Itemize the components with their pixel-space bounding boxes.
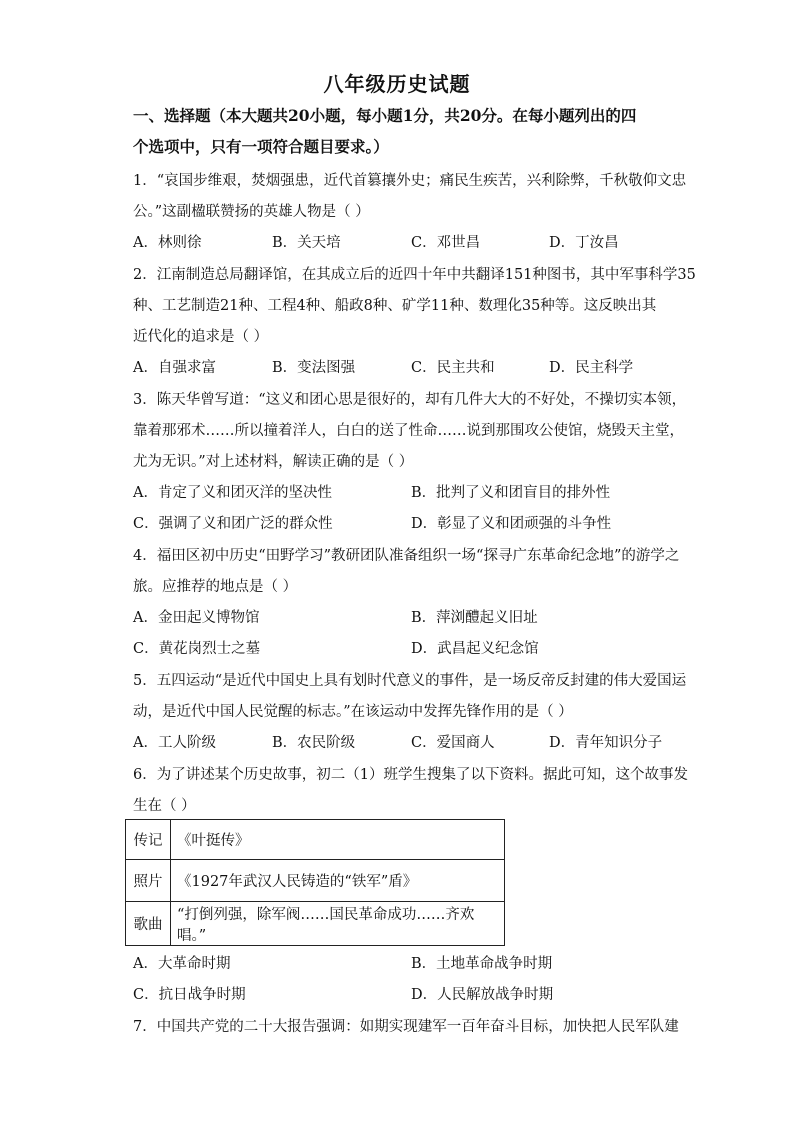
q3-option-d[interactable]: D．彰显了义和团顽强的斗争性 bbox=[411, 516, 612, 532]
q6-option-d[interactable]: D．人民解放战争时期 bbox=[411, 987, 554, 1003]
table-key-cell: 照片 bbox=[126, 860, 171, 902]
q3-option-c[interactable]: C．强调了义和团广泛的群众性 bbox=[133, 516, 333, 532]
q5-stem-line-2: 动，是近代中国人民觉醒的标志。”在该运动中发挥先锋作用的是（ ） bbox=[133, 704, 573, 720]
q3-stem-line-3: 尤为无识。”对上述材料，解读正确的是（ ） bbox=[133, 454, 414, 470]
q5-option-c[interactable]: C．爱国商人 bbox=[411, 735, 495, 751]
q3-stem-line-1: 3．陈天华曾写道：“这义和团心思是很好的，却有几件大大的不好处，不操切实本领， bbox=[133, 392, 687, 408]
q5-option-a[interactable]: A．工人阶级 bbox=[133, 735, 216, 751]
q5-stem-line-1: 5．五四运动“是近代中国史上具有划时代意义的事件，是一场反帝反封建的伟大爱国运 bbox=[133, 673, 687, 689]
table-key-cell: 歌曲 bbox=[126, 902, 171, 946]
q1-stem-line-1: 1．“哀国步维艰，焚烟强患，近代首篡攘外史；痛民生疾苦，兴利除弊，千秋敬仰文忠 bbox=[133, 173, 687, 189]
q2-option-a[interactable]: A．自强求富 bbox=[133, 360, 216, 376]
q5-option-b[interactable]: B．农民阶级 bbox=[272, 735, 356, 751]
section-heading-line-1: 一、选择题（本大题共20小题，每小题1分，共20分。在每小题列出的四 bbox=[133, 106, 637, 125]
table-value-cell: “打倒列强，除军阀……国民革命成功……齐欢唱。” bbox=[171, 902, 505, 946]
q1-option-a[interactable]: A．林则徐 bbox=[133, 235, 202, 251]
q7-stem-line-1: 7．中国共产党的二十大报告强调：如期实现建军一百年奋斗目标，加快把人民军队建 bbox=[133, 1019, 679, 1035]
table-row bbox=[126, 820, 505, 860]
q4-option-a[interactable]: A．金田起义博物馆 bbox=[133, 610, 260, 626]
q6-stem-line-2: 生在（ ） bbox=[133, 798, 196, 814]
table-key-cell: 传记 bbox=[126, 820, 171, 860]
q3-option-a[interactable]: A．肯定了义和团灭洋的坚决性 bbox=[133, 485, 332, 501]
q6-option-a[interactable]: A．大革命时期 bbox=[133, 956, 231, 972]
q6-option-c[interactable]: C．抗日战争时期 bbox=[133, 987, 246, 1003]
q3-option-b[interactable]: B．批判了义和团盲目的排外性 bbox=[411, 485, 611, 501]
q6-option-b[interactable]: B．土地革命战争时期 bbox=[411, 956, 553, 972]
table-row bbox=[126, 860, 505, 902]
q4-stem-line-1: 4．福田区初中历史“田野学习”教研团队准备组织一场“探寻广东革命纪念地”的游学之 bbox=[133, 548, 680, 564]
q1-option-d[interactable]: D．丁汝昌 bbox=[549, 235, 619, 251]
q2-stem-line-1: 2．江南制造总局翻译馆，在其成立后的近四十年中共翻译151种图书，其中军事科学35 bbox=[133, 267, 696, 283]
q4-stem-line-2: 旅。应推荐的地点是（ ） bbox=[133, 579, 298, 595]
section-heading-line-2: 个选项中，只有一项符合题目要求。） bbox=[133, 137, 389, 156]
q1-option-b[interactable]: B．关天培 bbox=[272, 235, 341, 251]
q2-option-d[interactable]: D．民主科学 bbox=[549, 360, 634, 376]
q6-stem-line-1: 6．为了讲述某个历史故事，初二（1）班学生搜集了以下资料。据此可知，这个故事发 bbox=[133, 767, 688, 783]
table-row bbox=[126, 902, 505, 946]
q2-stem-line-2: 种、工艺制造21种、工程4种、船政8种、矿学11种、数理化35种等。这反映出其 bbox=[133, 298, 657, 314]
q2-option-b[interactable]: B．变法图强 bbox=[272, 360, 356, 376]
q2-option-c[interactable]: C．民主共和 bbox=[411, 360, 495, 376]
q1-stem-line-2: 公。”这副楹联赞扬的英雄人物是（ ） bbox=[133, 204, 370, 220]
q4-option-b[interactable]: B．萍浏醴起义旧址 bbox=[411, 610, 538, 626]
q3-stem-line-2: 靠着那邪术……所以撞着洋人，白白的送了性命……说到那围攻公使馆，烧毁天主堂， bbox=[133, 423, 684, 439]
page-title: 八年级历史试题 bbox=[323, 72, 471, 96]
q5-option-d[interactable]: D．青年知识分子 bbox=[549, 735, 663, 751]
q2-stem-line-3: 近代化的追求是（ ） bbox=[133, 329, 269, 345]
q1-option-c[interactable]: C．邓世昌 bbox=[411, 235, 481, 251]
q4-option-c[interactable]: C．黄花岗烈士之墓 bbox=[133, 641, 261, 657]
q4-option-d[interactable]: D．武昌起义纪念馆 bbox=[411, 641, 539, 657]
table-value-cell: 《叶挺传》 bbox=[171, 820, 505, 860]
q6-material-table bbox=[125, 819, 505, 946]
table-value-cell: 《1927年武汉人民铸造的“铁军”盾》 bbox=[171, 860, 505, 902]
